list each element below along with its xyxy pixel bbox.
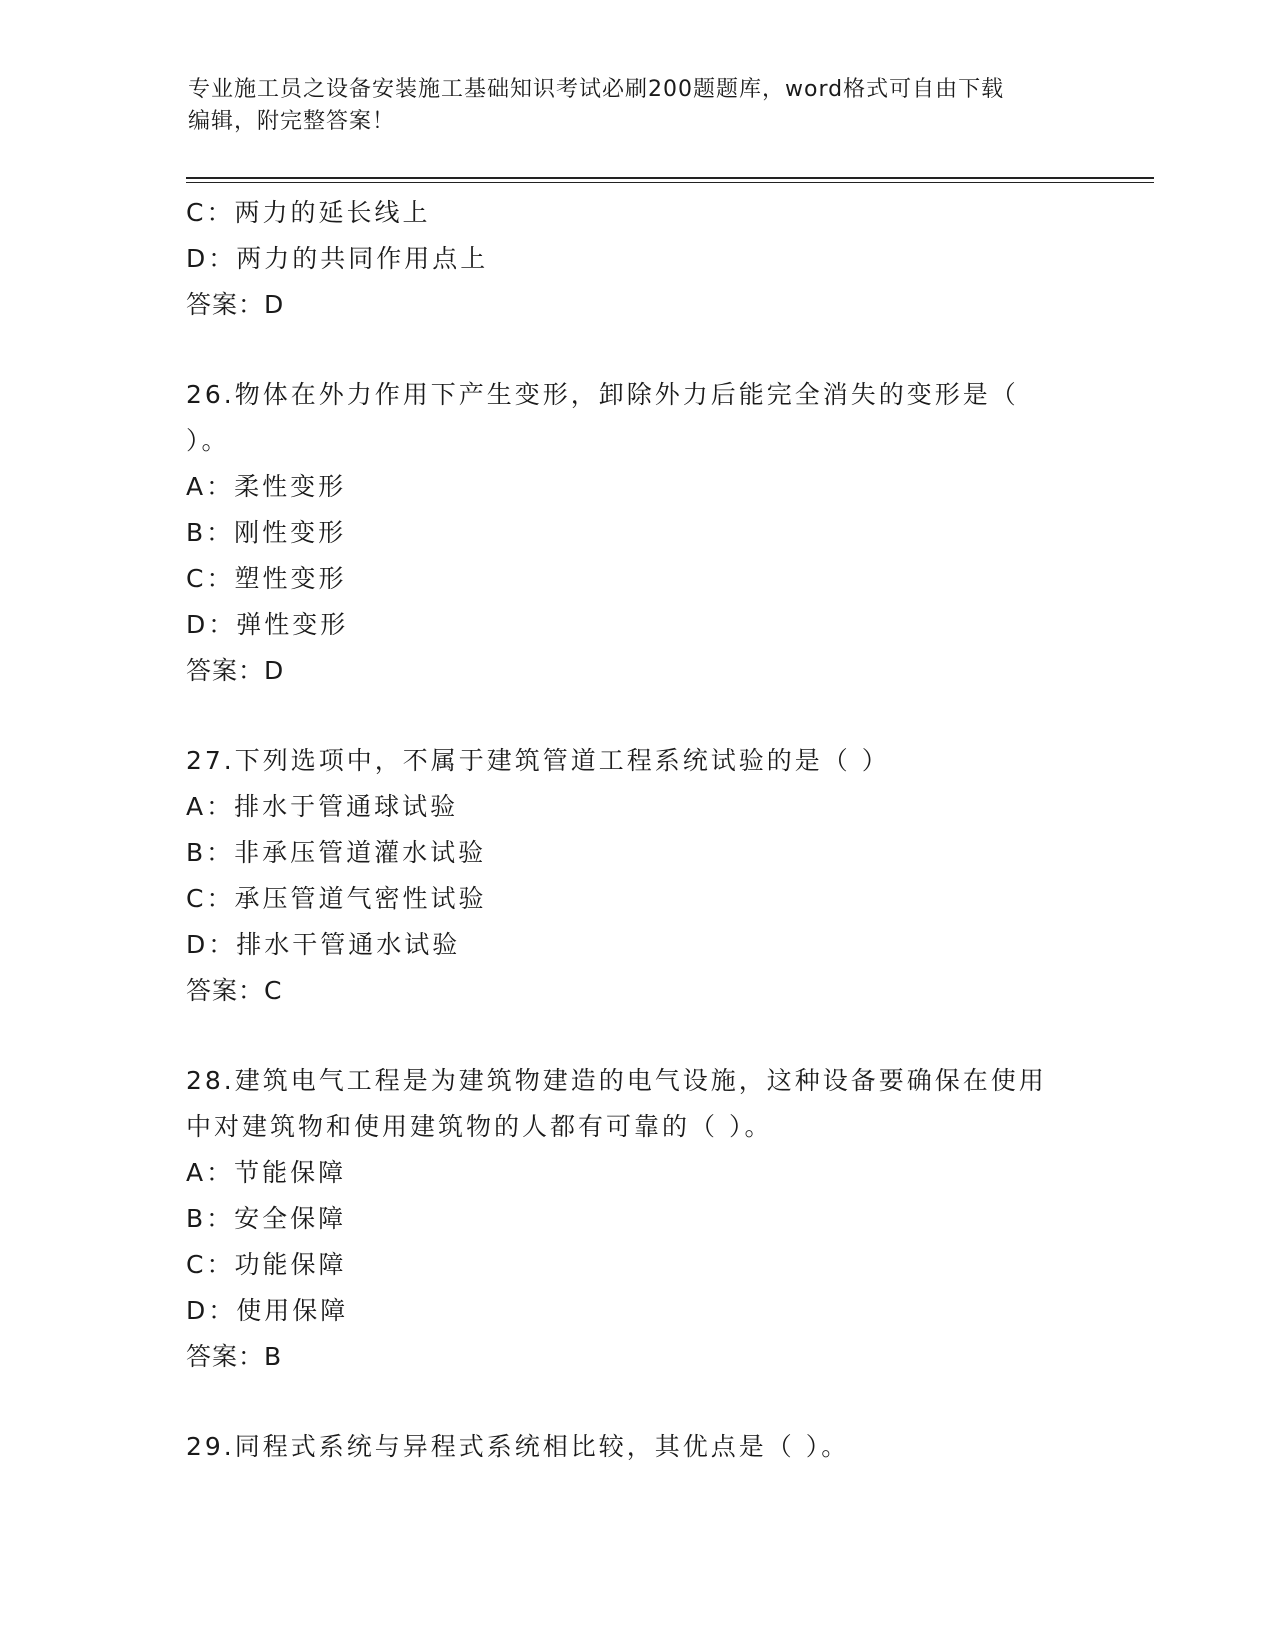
spacer bbox=[186, 1014, 1086, 1058]
answer-label: 答案：D bbox=[186, 290, 285, 319]
question-text: 28.建筑电气工程是为建筑物建造的电气设施，这种设备要确保在使用 bbox=[186, 1066, 1047, 1095]
option-d: D：使用保障 bbox=[186, 1296, 349, 1325]
answer-label: 答案：D bbox=[186, 656, 285, 685]
option-b: B：刚性变形 bbox=[186, 518, 347, 547]
question-list bbox=[186, 190, 1086, 1470]
option-b: B：安全保障 bbox=[186, 1204, 347, 1233]
option-a: A：节能保障 bbox=[186, 1158, 347, 1187]
question-text: 26.物体在外力作用下产生变形，卸除外力后能完全消失的变形是（ bbox=[186, 380, 1019, 409]
header-title-line2: 编辑，附完整答案！ bbox=[188, 109, 396, 134]
question-26 bbox=[186, 372, 1086, 694]
question-text-continued: 中对建筑物和使用建筑物的人都有可靠的（ ）。 bbox=[186, 1112, 773, 1141]
option-d: D：弹性变形 bbox=[186, 610, 349, 639]
option-a: A：柔性变形 bbox=[186, 472, 347, 501]
question-28 bbox=[186, 1058, 1086, 1380]
answer-label: 答案：C bbox=[186, 976, 283, 1005]
answer-label: 答案：B bbox=[186, 1342, 283, 1371]
question-text: 29.同程式系统与异程式系统相比较，其优点是（ ）。 bbox=[186, 1432, 850, 1461]
question-29 bbox=[186, 1424, 1086, 1470]
option-b: B：非承压管道灌水试验 bbox=[186, 838, 487, 867]
option-c: C：承压管道气密性试验 bbox=[186, 884, 487, 913]
question-25-continued bbox=[186, 190, 1086, 328]
option-a: A：排水于管通球试验 bbox=[186, 792, 459, 821]
question-27 bbox=[186, 738, 1086, 1014]
spacer bbox=[186, 694, 1086, 738]
option-c: C：两力的延长线上 bbox=[186, 198, 431, 227]
header-divider-thick bbox=[186, 177, 1154, 179]
question-text: 27.下列选项中，不属于建筑管道工程系统试验的是（ ） bbox=[186, 746, 890, 775]
option-d: D：排水干管通水试验 bbox=[186, 930, 461, 959]
spacer bbox=[186, 1380, 1086, 1424]
header-divider-thin bbox=[186, 182, 1154, 183]
page-header bbox=[188, 74, 1088, 138]
spacer bbox=[186, 328, 1086, 372]
option-c: C：功能保障 bbox=[186, 1250, 347, 1279]
option-d: D：两力的共同作用点上 bbox=[186, 244, 489, 273]
header-title-line1: 专业施工员之设备安装施工基础知识考试必刷200题题库，word格式可自由下载 bbox=[188, 77, 1005, 102]
option-c: C：塑性变形 bbox=[186, 564, 347, 593]
question-text-continued: ）。 bbox=[186, 426, 230, 455]
